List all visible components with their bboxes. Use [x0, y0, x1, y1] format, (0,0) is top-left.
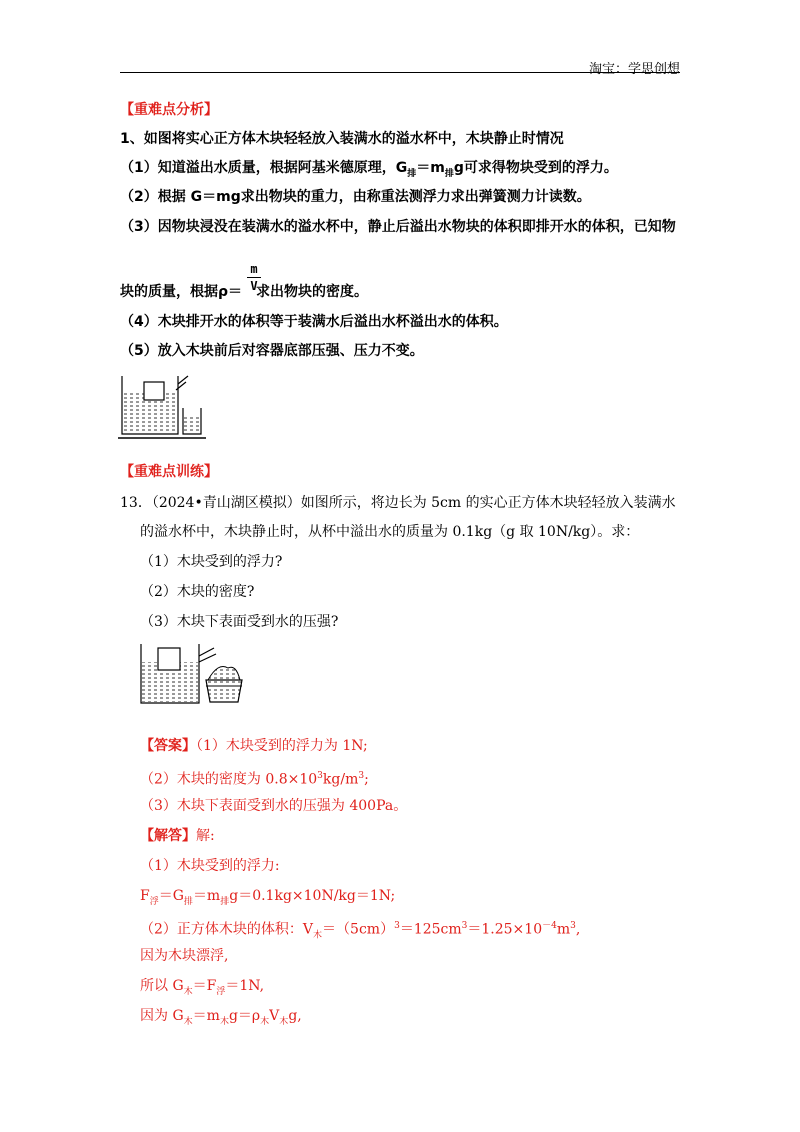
answer-line-1: 【答案】（1）木块受到的浮力为 1N;	[140, 738, 368, 754]
training-heading: 【重难点训练】	[120, 464, 218, 480]
fraction-denominator: V	[250, 279, 258, 293]
header-rule	[120, 72, 680, 73]
answer-line-2: （2）木块的密度为 $0.8\times 10^3kg/m^3$;	[140, 771, 369, 788]
solution-line-6: 因为 $G_木=m_木g=\rho_木V_木g$,	[140, 1008, 302, 1027]
overflow-cup-figure-1	[118, 372, 210, 442]
solution-label: 【解答】	[140, 828, 196, 844]
overflow-cup-figure-2	[136, 640, 246, 706]
question-line-1: 13．（2024•青山湖区模拟）如图所示，将边长为 5cm 的实心正方体木块轻轻放入装满水	[120, 495, 676, 511]
question-part-1: （1）木块受到的浮力?	[140, 554, 283, 570]
solution-line-4: 因为木块漂浮,	[140, 948, 229, 964]
analysis-item-3-line1: （3）因物块浸没在装满水的溢水杯中，静止后溢出水物块的体积即排开水的体积，已知物	[120, 219, 676, 235]
solution-line-label: 【解答】解:	[140, 828, 215, 844]
fraction-bar	[247, 277, 261, 278]
analysis-intro: 1、如图将实心正方体木块轻轻放入装满水的溢水杯中，木块静止时情况	[120, 131, 564, 147]
analysis-item-2: （2）根据 G＝mg求出物块的重力，由称重法测浮力求出弹簧测力计读数。	[120, 189, 591, 205]
analysis-item-4: （4）木块排开水的体积等于装满水后溢出水杯溢出水的体积。	[120, 314, 508, 330]
question-part-2: （2）木块的密度?	[140, 584, 255, 600]
answer-label: 【答案】	[140, 738, 196, 754]
question-line-2: 的溢水杯中，木块静止时，从杯中溢出水的质量为 0.1kg（g 取 10N/kg）。求：	[140, 524, 640, 540]
fraction-numerator: m	[250, 262, 258, 276]
solution-line-2: $F_浮=G_排=m_排g=0.1kg\times 10N/kg=1N$;	[140, 888, 396, 907]
analysis-item-3-line2: 块的质量，根据ρ＝ 求出物块的密度。	[120, 284, 369, 300]
solution-line-3: （2）正方体木块的体积：$V_木=(5cm)^3=125cm^3=1.25\times 10^{-4}m^3$,	[140, 921, 581, 941]
analysis-heading: 【重难点分析】	[120, 102, 218, 118]
solution-line-5: 所以 $G_木=F_浮=1N$,	[140, 978, 265, 997]
analysis-item-1: （1）知道溢出水质量，根据阿基米德原理，$G_排=m_排g$可求得物块受到的浮力。	[120, 160, 618, 179]
solution-line-1: （1）木块受到的浮力:	[140, 858, 280, 874]
question-part-3: （3）木块下表面受到水的压强?	[140, 614, 339, 630]
answer-line-3: （3）木块下表面受到水的压强为 400Pa。	[140, 798, 408, 814]
header-brand: 淘宝：学思创想	[588, 62, 680, 77]
analysis-item-5: （5）放入木块前后对容器底部压强、压力不变。	[120, 343, 424, 359]
